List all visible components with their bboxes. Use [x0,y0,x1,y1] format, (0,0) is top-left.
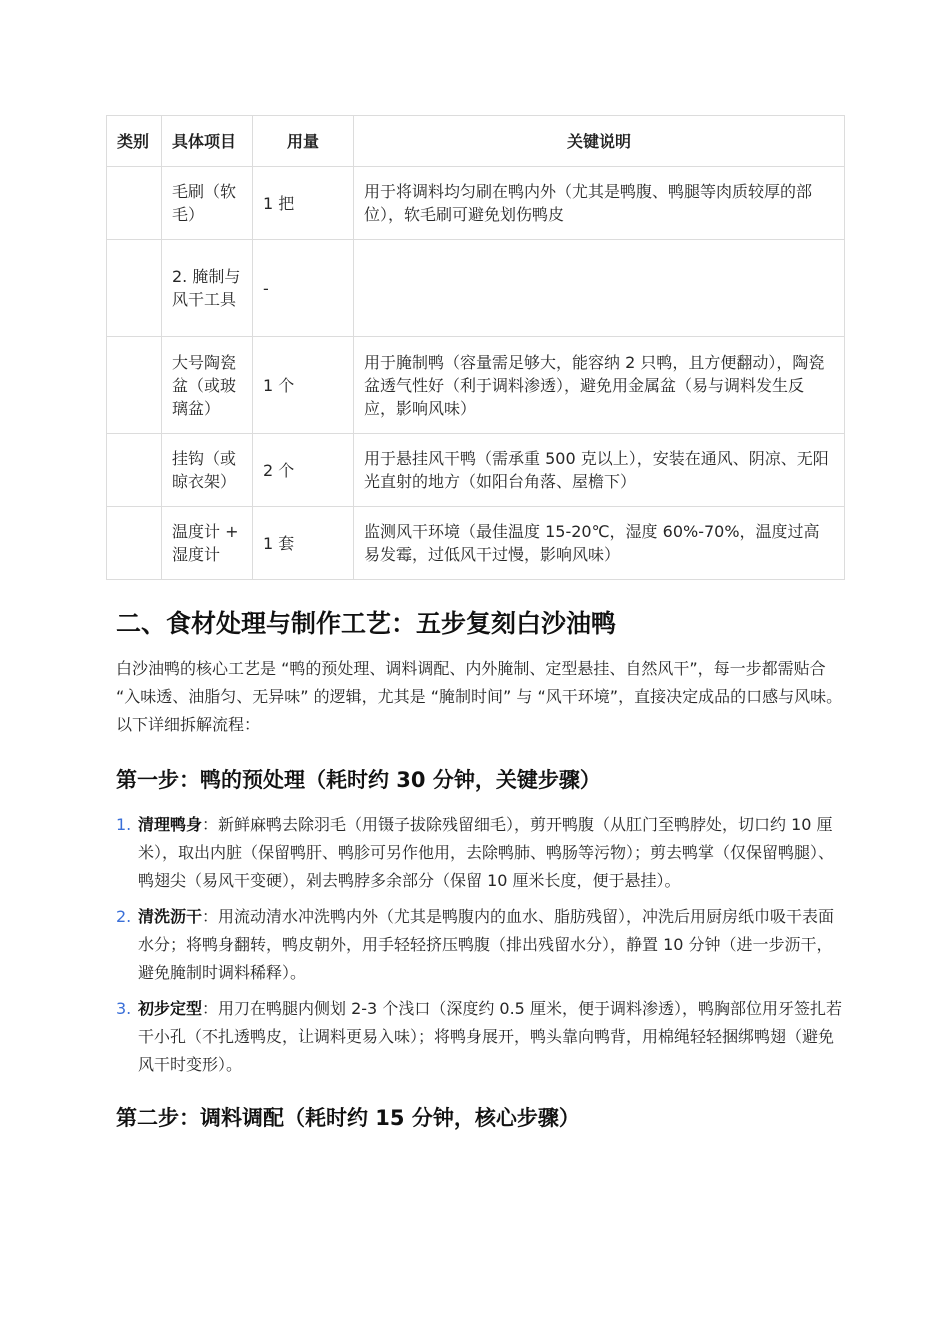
step1-heading: 第一步：鸭的预处理（耗时约 30 分钟，关键步骤） [116,768,601,792]
cell-amount: 1 套 [253,507,354,580]
list-item-lead: 清洗沥干 [138,907,203,926]
section-heading: 二、食材处理与制作工艺：五步复刻白沙油鸭 [116,609,617,638]
cell-item: 毛刷（软毛） [162,167,253,240]
table-row [107,507,845,580]
cell-category [107,337,162,434]
cell-note: 用于腌制鸭（容量需足够大，能容纳 2 只鸭，且方便翻动），陶瓷盆透气性好（利于调料渗透），避免用金属盆（易与调料发生反应，影响风味） [354,337,845,434]
list-item-lead: 清理鸭身 [138,815,203,834]
list-item-text: ：用刀在鸭腿内侧划 2-3 个浅口（深度约 0.5 厘米，便于调料渗透），鸭胸部位用牙签扎若干小孔（不扎透鸭皮，让调料更易入味）；将鸭身展开，鸭头靠向鸭背，用棉绳轻轻捆绑鸭翅（避免风干时变形）。 [138,999,842,1074]
cell-category [107,167,162,240]
cell-category [107,507,162,580]
step1-list [116,811,844,1079]
table-row [107,434,845,507]
list-item-text: ：新鲜麻鸭去除羽毛（用镊子拔除残留细毛），剪开鸭腹（从肛门至鸭脖处，切口约 10 厘米），取出内脏（保留鸭肝、鸭胗可另作他用，去除鸭肺、鸭肠等污物）；剪去鸭掌（仅保留鸭腿）、鸭翅尖（易风干变硬），剁去鸭脖多余部分（保留 10 厘米长度，便于悬挂）。 [138,815,835,890]
list-item-lead: 初步定型 [138,999,203,1018]
cell-category [107,434,162,507]
cell-note: 用于将调料均匀刷在鸭内外（尤其是鸭腹、鸭腿等肉质较厚的部位），软毛刷可避免划伤鸭皮 [354,167,845,240]
table-row [107,337,845,434]
cell-note: 监测风干环境（最佳温度 15-20℃，湿度 60%-70%，温度过高易发霉，过低风干过慢，影响风味） [354,507,845,580]
table-row [107,167,845,240]
table-row [107,240,845,337]
list-item [116,903,844,987]
cell-item: 2. 腌制与风干工具 [162,240,253,337]
list-item [116,811,844,895]
cell-amount: 1 个 [253,337,354,434]
cell-category [107,240,162,337]
step2-heading: 第二步：调料调配（耗时约 15 分钟，核心步骤） [116,1106,580,1130]
list-number: 2. [116,907,132,926]
header-item: 具体项目 [162,116,253,167]
document-page [106,115,844,1133]
list-item [116,995,844,1079]
cell-note: 用于悬挂风干鸭（需承重 500 克以上），安装在通风、阴凉、无阳光直射的地方（如阳台角落、屋檐下） [354,434,845,507]
header-note: 关键说明 [354,116,845,167]
list-item-text: ：用流动清水冲洗鸭内外（尤其是鸭腹内的血水、脂肪残留），冲洗后用厨房纸巾吸干表面水分；将鸭身翻转，鸭皮朝外，用手轻轻挤压鸭腹（排出残留水分），静置 10 分钟（进一步沥干，避免腌制时调料稀释）。 [138,907,835,982]
cell-item: 挂钩（或晾衣架） [162,434,253,507]
table-header-row [107,116,845,167]
section-intro: 白沙油鸭的核心工艺是 “鸭的预处理、调料调配、内外腌制、定型悬挂、自然风干”，每一步都需贴合 “入味透、油脂匀、无异味” 的逻辑，尤其是 “腌制时间” 与 “风干环境”，直接决定成品的口感与风味。以下详细拆解流程： [116,659,843,734]
cell-amount: - [253,240,354,337]
cell-item: 大号陶瓷盆（或玻璃盆） [162,337,253,434]
cell-amount: 1 把 [253,167,354,240]
header-category: 类别 [107,116,162,167]
tools-table [106,115,845,580]
list-number: 3. [116,999,132,1018]
cell-item: 温度计 + 湿度计 [162,507,253,580]
header-amount: 用量 [253,116,354,167]
cell-note [354,240,845,337]
cell-amount: 2 个 [253,434,354,507]
list-number: 1. [116,815,132,834]
